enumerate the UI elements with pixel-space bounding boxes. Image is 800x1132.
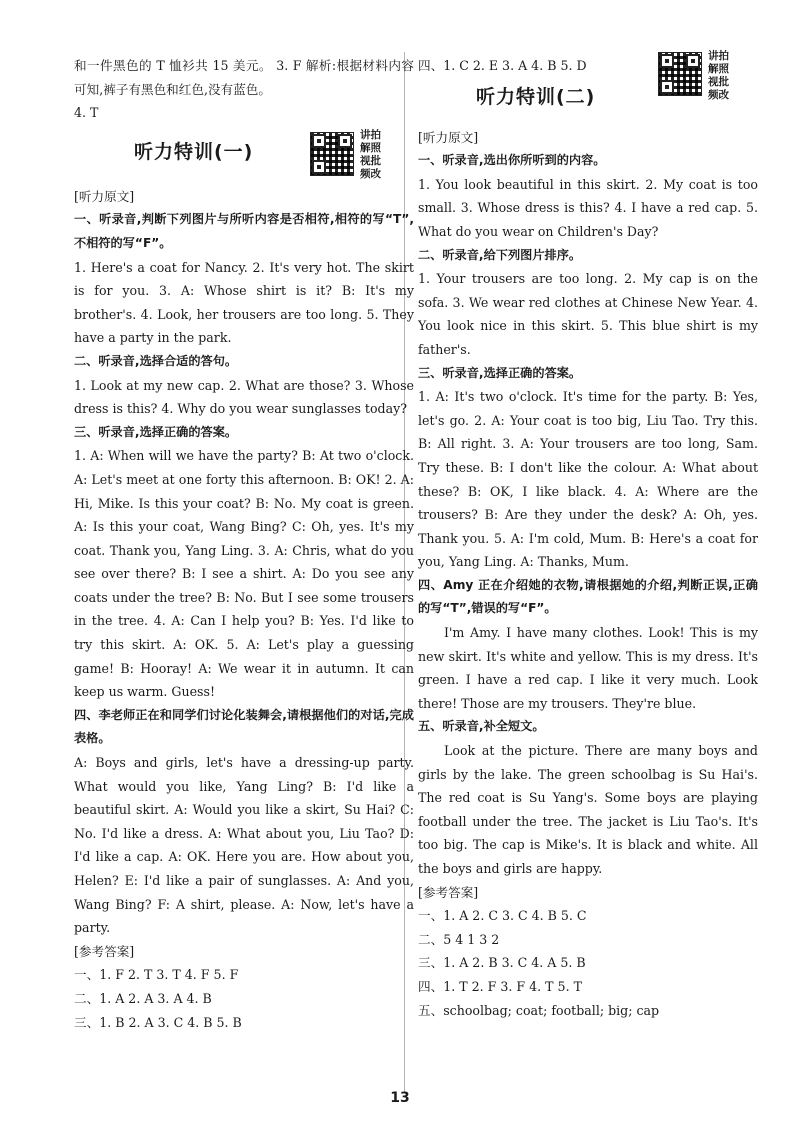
- answer-line: 二、1. A 2. A 3. A 4. B: [74, 990, 212, 1006]
- answer-heading: [参考答案]: [418, 884, 479, 900]
- part3-heading: 三、听录音,选择正确的答案。: [74, 424, 238, 439]
- section-title-row: [74, 125, 414, 185]
- section-title: 听力特训(一): [134, 140, 254, 163]
- answer-line: 三、1. A 2. B 3. C 4. A 5. B: [418, 955, 586, 971]
- part3-text: 1. A: It's two o'clock. It's time for the party. B: Yes, let's go. 2. A: Your coat is too big, Liu Tao. Try this. B: All right. 3. A: Your trousers are too long, Sam. Try these. B: I don't like the colour. A: What about these? B: OK, I like black. 4. A: Where are the trousers? B: Are they under the desk? A: Oh, yes. Thank you. 5. A: I'm cold, Mum. B: Here's a coat for you, Yang Ling. A: Thanks, Mum.: [418, 389, 758, 570]
- part4-heading: 四、Amy 正在介绍她的衣物,请根据她的介绍,判断正误,正确的写“T”,错误的写“F”。: [418, 577, 758, 616]
- answer-line: 一、1. F 2. T 3. T 4. F 5. F: [74, 967, 239, 983]
- part1-text: 1. Here's a coat for Nancy. 2. It's very hot. The skirt is for you. 3. A: Whose shirt is it? B: It's my brother's. 4. Look, her trousers are too long. 5. They have a party in the park.: [74, 259, 414, 346]
- carryover-answer: 和一件黑色的 T 恤衫共 15 美元。 3. F 解析:根据材料内容可知,裤子有黑色和红色,没有蓝色。: [74, 58, 414, 97]
- part3-heading: 三、听录音,选择正确的答案。: [418, 365, 582, 380]
- part5-heading: 五、听录音,补全短文。: [418, 719, 545, 734]
- answer-line: 四、1. T 2. F 3. F 4. T 5. T: [418, 978, 582, 994]
- part4-heading: 四、李老师正在和同学们讨论化装舞会,请根据他们的对话,完成表格。: [74, 707, 414, 746]
- answer-heading: [参考答案]: [74, 943, 135, 959]
- answer-line: 二、5 4 1 3 2: [418, 931, 500, 947]
- part4-text: A: Boys and girls, let's have a dressing-up party. What would you like, Yang Ling? B: I'd like a beautiful skirt. A: Would you like a skirt, Su Hai? C: No. I'd like a dress. A: What about you, Liu Tao? D: I'd like a cap. A: OK. Here you are. How about you, Helen? E: I'd like a pair of sunglasses. A: And you, Wang Bing? F: A shirt, please. A: Now, let's have a party.: [74, 755, 414, 936]
- script-heading: [听力原文]: [418, 129, 479, 145]
- carryover-answer-4: 4. T: [74, 105, 99, 121]
- part2-text: 1. Your trousers are too long. 2. My cap is on the sofa. 3. We wear red clothes at Chinese New Year. 4. You look nice in this skirt. 5. This blue shirt is my father's.: [418, 271, 758, 357]
- left-column: [74, 54, 414, 1034]
- right-column: [418, 49, 758, 1022]
- section-title: 听力特训(二): [476, 85, 596, 108]
- part1-heading: 一、听录音,选出你所听到的内容。: [418, 153, 606, 168]
- page-number: 13: [390, 1090, 410, 1106]
- part2-text: 1. Look at my new cap. 2. What are those? 3. Whose dress is this? 4. Why do you wear sunglasses today?: [74, 377, 414, 417]
- part1-text: 1. You look beautiful in this skirt. 2. My coat is too small. 3. Whose dress is this? 4. I have a red cap. 5. What do you wear on Children's Day?: [418, 176, 758, 239]
- part4-text: I'm Amy. I have many clothes. Look! This is my new skirt. It's white and yellow. This is my dress. It's green. I have a red cap. I like it very much. Look there! Those are my trousers. They're blue.: [418, 625, 758, 711]
- answer-line: 三、1. B 2. A 3. C 4. B 5. B: [74, 1014, 242, 1030]
- part5-text: Look at the picture. There are many boys and girls by the lake. The green schoolbag is Su Hai's. The red coat is Su Yang's. Some boys are playing football under the tree. The jacket is Liu Tao's. It's too big. The cap is Mike's. It is black and white. All the boys and girls are happy.: [418, 743, 758, 876]
- script-heading: [听力原文]: [74, 188, 135, 204]
- qr-caption: 讲拍 解照 视批 频改: [360, 128, 381, 180]
- qr-code-icon[interactable]: [310, 132, 354, 176]
- qr-caption: 讲拍 解照 视批 频改: [708, 49, 729, 101]
- qr-code-icon[interactable]: [658, 52, 702, 96]
- part2-heading: 二、听录音,选择合适的答句。: [74, 353, 238, 368]
- answer-line: 一、1. A 2. C 3. C 4. B 5. C: [418, 908, 587, 924]
- part2-heading: 二、听录音,给下列图片排序。: [418, 247, 582, 262]
- answer-line: 五、schoolbag; coat; football; big; cap: [418, 1002, 660, 1018]
- part3-text: 1. A: When will we have the party? B: At two o'clock. A: Let's meet at one forty this afternoon. B: OK! 2. A: Hi, Mike. Is this your coat? B: No. My coat is green. A: Is this your coat, Wang Bing? C: Oh, yes. It's my coat. Thank you, Yang Ling. 3. A: Chris, what do you see over there? B: I see a shirt. A: Do you see any coats under the tree? B: No. But I see some trousers in the tree. 4. A: Can I help you? B: Yes. I'd like to try this skirt. A: OK. 5. A: Let's play a guessing game! B: Hooray! A: We wear it in autumn. It can keep us warm. Guess!: [74, 448, 414, 700]
- carryover-answer: 四、1. C 2. E 3. A 4. B 5. D: [418, 58, 587, 73]
- part1-heading: 一、听录音,判断下列图片与所听内容是否相符,相符的写“T”,不相符的写“F”。: [74, 212, 414, 250]
